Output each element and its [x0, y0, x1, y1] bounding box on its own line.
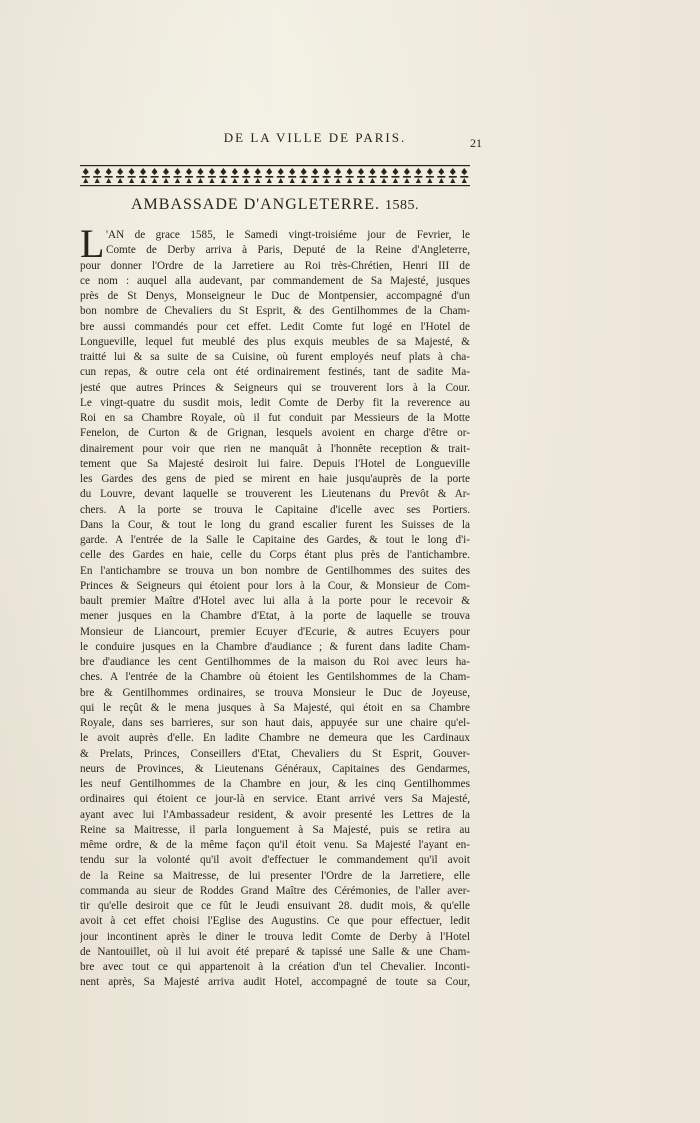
fleuron-icon [346, 168, 354, 183]
fleuron-icon [265, 168, 273, 183]
text-line: dinairement pour voir que rien ne manquât à l'honnête reception & trait- [80, 442, 470, 455]
fleuron-icon [277, 168, 285, 183]
text-line: 'AN de grace 1585, le Samedi vingt-troisiéme jour de Fevrier, le [106, 229, 470, 241]
text-line: Longueville, lequel fut meublé des plus exquis meubles de sa Majesté, & [80, 335, 470, 348]
text-line: jesté que autres Princes & Seigneurs qui se trouverent lors à la Cour. [80, 381, 470, 394]
fleuron-icon [208, 168, 216, 183]
text-line: bre & Gentilhommes ordinaires, se trouva Monsieur le Duc de Joyeuse, [80, 686, 470, 699]
fleuron-icon [357, 168, 365, 183]
text-line: le avoit auprès d'elle. En ladite Chambre ne demeura que les Cardinaux [80, 732, 470, 745]
text-line: les neuf Gentilhommes de la Chambre en jour, & les cinq Gentilhommes [80, 778, 470, 790]
fleuron-icon [369, 168, 377, 183]
text-line: bre avec tout ce qui appartenoit à la création d'un tel Chevalier. Inconti- [80, 961, 470, 973]
text-line: Fenelon, de Curton & de Grignan, lesquels avoient en charge d'être or- [80, 427, 470, 440]
fleuron-icon [82, 168, 90, 183]
fleuron-icon [128, 168, 136, 183]
fleuron-icon [139, 168, 147, 183]
text-line: Roi en sa Chambre Royale, où il fut conduit par Messieurs de la Motte [80, 412, 470, 424]
text-line: tement que Sa Majesté desiroit lui faire. Depuis l'Hotel de Longueville [80, 457, 470, 470]
fleuron-icon [311, 168, 319, 183]
title-text: AMBASSADE D'ANGLETERRE. [131, 196, 380, 213]
text-line: ches. A l'entrée de la Chambre où étoient les Gentilshommes de la Cham- [80, 671, 470, 684]
text-line: chers. A la porte se trouva le Capitaine d'icelle avec ses Portiers. [80, 503, 470, 516]
fleuron-icon [162, 168, 170, 183]
body-text [80, 221, 470, 991]
text-line: nent après, Sa Majesté arriva audit Hotel, accompagné de toute sa Cour, [80, 976, 470, 989]
title-year: 1585. [385, 198, 419, 213]
fleuron-icon [254, 168, 262, 183]
text-line: Comte de Derby arriva à Paris, Deputé de la Reine d'Angleterre, [106, 244, 470, 257]
text-line: ordinaires qui étoient ce jour-là en service. Etant arrivé vers Sa Majesté, [80, 793, 470, 806]
text-line: Dans la Cour, & tout le long du grand escalier furent les Suisses de la [80, 518, 470, 531]
fleuron-icon [105, 168, 113, 183]
text-line: & Prelats, Princes, Conseillers d'Etat, Chevaliers du St Esprit, Gouver- [80, 747, 470, 760]
text-line: garde. A l'entrée de la Salle le Capitaine des Gardes, & tout le long d'i- [80, 534, 470, 546]
text-line: En l'antichambre se trouva un bon nombre de Gentilhommes des suites des [80, 564, 470, 577]
text-line: même ordre, & de la même façon qu'il étoit venu. Sa Majesté l'ayant en- [80, 839, 470, 851]
fleuron-icon [116, 168, 124, 183]
text-line: les Gardes des gens de pied se mirent en haie jusqu'auprès de la porte [80, 473, 470, 485]
text-line: de la Reine sa Maitresse, de lui presenter l'Ordre de la Jarretiere, elle [80, 869, 470, 882]
text-line: Royale, dans ses barrieres, sur son haut dais, appuyée sur une chaire qu'el- [80, 717, 470, 729]
text-line: de Nantouillet, où il lui avoit été preparé & tapissé une Salle & une Cham- [80, 945, 470, 958]
fleuron-icon [391, 168, 399, 183]
fleuron-icon [334, 168, 342, 183]
text-line: bre d'audiance les cent Gentilhommes de la maison du Roi avec leurs ha- [80, 656, 470, 668]
text-line: cun repas, & outre cela ont été ordinairement festinés, tant de sadite Ma- [80, 366, 470, 379]
text-line: pour donner l'Ordre de la Jarretiere au Roi très-Chrétien, Henri III de [80, 259, 470, 272]
fleuron-icon [449, 168, 457, 183]
text-line: tendu sur la volonté qu'il avoit d'effectuer le commandement qu'il avoit [80, 854, 470, 867]
running-head: DE LA VILLE DE PARIS. [223, 130, 407, 145]
text-line: ayant avec lui l'Ambassadeur resident, & avoir presenté les Lettres de la [80, 808, 470, 821]
ornament-rule-bottom [80, 185, 470, 186]
text-line: avoit à cet effet choisi l'Eglise des Augustins. Ce que pour effectuer, ledit [80, 915, 470, 928]
text-line: Le vingt-quatre du susdit mois, ledit Comte de Derby fit la reverence au [80, 396, 470, 409]
text-line: commanda au sieur de Roddes Grand Maître des Cérémonies, de l'aller aver- [80, 884, 470, 897]
fleuron-icon [151, 168, 159, 183]
fleuron-icon [242, 168, 250, 183]
section-title [80, 196, 470, 214]
text-line: bault premier Maître d'Hotel avec lui alla à la porte pour le recevoir & [80, 595, 470, 607]
page-number: 21 [470, 136, 482, 150]
fleuron-icon [185, 168, 193, 183]
ornament-band [80, 164, 470, 188]
text-line: mener jusques en la Chambre d'Etat, à la porte de laquelle se trouva [80, 610, 470, 623]
text-line: près de St Denys, Monseigneur le Duc de Montpensier, accompagné d'un [80, 290, 470, 302]
text-line: Monsieur de Liancourt, premier Ecuyer d'Ecurie, & autres Ecuyers pour [80, 625, 470, 638]
text-line: bre aussi commandés pour cet effet. Ledit Comte fut logé en l'Hotel de [80, 320, 470, 333]
fleuron-icon [300, 168, 308, 183]
fleuron-icon [174, 168, 182, 183]
fleuron-icon [380, 168, 388, 183]
text-line: bon nombre de Chevaliers du St Esprit, & des Gentilhommes de la Cham- [80, 305, 470, 318]
drop-cap-initial: L [80, 221, 105, 266]
fleuron-icon [414, 168, 422, 183]
text-line: qui le reçût & le mena jusques à Sa Majesté, qui étoit en sa Chambre [80, 701, 470, 714]
text-line: celle des Gardes en haie, celle du Corps étant plus près de l'antichambre. [80, 549, 470, 562]
fleuron-icon [437, 168, 445, 183]
text-line: jour incontinent après le diner le trouva ledit Comte de Derby à l'Hotel [80, 930, 470, 943]
text-line: Reine sa Maitresse, il parla longuement à Sa Majesté, puis se retira au [80, 823, 470, 836]
fleuron-icon [426, 168, 434, 183]
fleuron-icon [323, 168, 331, 183]
fleuron-icon [288, 168, 296, 183]
ornament-rule-top [80, 165, 470, 166]
text-line: neurs de Provinces, & Lieutenans Généraux, Capitaines des Gendarmes, [80, 762, 470, 775]
fleuron-icon [231, 168, 239, 183]
text-line: Princes & Seigneurs qui étoient pour lors à la Cour, & Monsieur de Com- [80, 579, 470, 592]
fleuron-icon [460, 168, 468, 183]
fleuron-icon [196, 168, 204, 183]
fleuron-icon [403, 168, 411, 183]
text-line: ce nom : auquel alla audevant, par commandement de Sa Majesté, jusques [80, 274, 470, 287]
ornament-fleurons [80, 164, 470, 188]
text-line: le conduire jusques en la Chambre d'audiance ; & furent dans ladite Cham- [80, 640, 470, 653]
fleuron-icon [93, 168, 101, 183]
text-line: du Louvre, devant laquelle se trouverent les Lieutenans du Prevôt & Ar- [80, 488, 470, 501]
fleuron-icon [219, 168, 227, 183]
text-line: traitté lui & sa suite de sa Cuisine, où furent employés neuf plats à cha- [80, 351, 470, 363]
text-line: tir qu'elle desiroit que ce fût le Jeudi ensuivant 28. dudit mois, & qu'elle [80, 900, 470, 912]
